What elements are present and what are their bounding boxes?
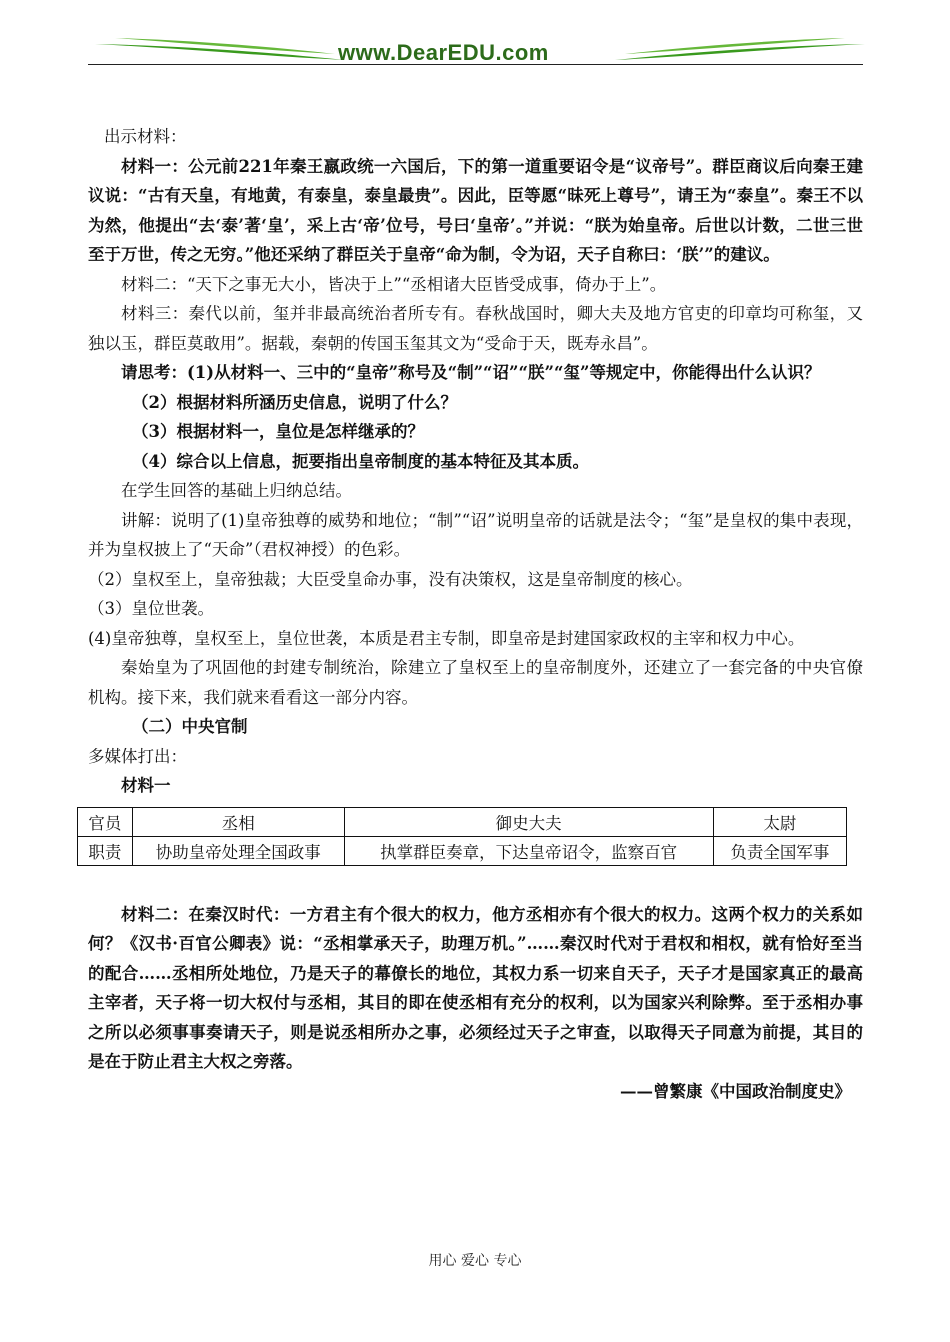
question-one: 请思考：(1)从材料一、三中的“皇帝”称号及“制”“诏”“朕”“玺”等规定中，你能得出什么认识？ [121, 363, 821, 382]
table-cell: 太尉 [713, 807, 846, 836]
summary-line: 在学生回答的基础上归纳总结。 [121, 481, 352, 500]
table-row [78, 836, 847, 865]
officials-table [77, 807, 847, 866]
table-cell: 职责 [78, 836, 133, 865]
material-two: 材料二：“天下之事无大小，皆决于上”“丞相诸大臣皆受成事，倚办于上”。 [121, 274, 667, 294]
multimedia-line: 多媒体打出： [88, 746, 187, 766]
material-two-quote: 材料二：在秦汉时代：一方君主有个很大的权力，他方丞相亦有个很大的权力。这两个权力的关系如何？《汉书·百官公卿表》说：“丞相掌承天子，助理万机。”……秦汉时代对于君权和相权，就有恰好至当的配合……丞相所处地位，乃是天子的幕僚长的地位，其权力系一切来自天子，天子才是国家真正的最高主宰者，天子将一切大权付与丞相，其目的即在使丞相有充分的权利，以为国家兴利除弊。至于丞相办事之所以必须事事奏请天子，则是说丞相所办之事，必须经过天子之审查，以取得天子同意为前提，其目的是在于防止君主大权之旁落。 [88, 904, 863, 1071]
answer-three: （3）皇位世袭。 [88, 599, 214, 618]
material-three: 材料三：秦代以前，玺并非最高统治者所专有。春秋战国时，卿大夫及地方官吏的印章均可称玺，又独以玉，群臣莫敢用”。据载，秦朝的传国玉玺其文为“受命于天，既寿永昌”。 [88, 304, 863, 353]
intro-line: 出示材料： [104, 127, 187, 146]
question-four: （4）综合以上信息，扼要指出皇帝制度的基本特征及其本质。 [132, 451, 589, 471]
page-footer: 用心 爱心 专心 [428, 1253, 522, 1269]
transition-paragraph: 秦始皇为了巩固他的封建专制统治，除建立了皇权至上的皇帝制度外，还建立了一套完备的中央官僚机构。接下来，我们就来看看这一部分内容。 [88, 658, 863, 707]
table-cell: 官员 [78, 807, 133, 836]
quote-signature: ——曾繁康《中国政治制度史》 [620, 1081, 851, 1101]
answer-two: （2）皇权至上，皇帝独裁；大臣受皇命办事，没有决策权，这是皇帝制度的核心。 [88, 569, 693, 589]
question-two: （2）根据材料所涵历史信息，说明了什么？ [132, 392, 457, 412]
table-row [78, 807, 847, 836]
question-three: （3）根据材料一，皇位是怎样继承的？ [132, 422, 424, 441]
table-title: 材料一 [121, 776, 171, 795]
table-cell: 协助皇帝处理全国政事 [132, 836, 344, 865]
table-cell: 御史大夫 [344, 807, 713, 836]
material-one: 材料一：公元前221年秦王嬴政统一六国后，下的第一道重要诏令是“议帝号”。群臣商议后向秦王建议说：“古有天皇，有地黄，有泰皇，泰皇最贵”。因此，臣等愿“昧死上尊号”，请王为“泰皇”。秦王不以为然，他提出“去‘泰’著‘皇’，采上古‘帝’位号，号曰‘皇帝’。”并说：“朕为始皇帝。后世以计数，二世三世至于万世，传之无穷。”他还采纳了群臣关于皇帝“命为制，令为诏，天子自称曰：‘朕’”的建议。 [88, 156, 863, 264]
table-cell: 丞相 [132, 807, 344, 836]
section-heading: （二）中央官制 [132, 717, 248, 736]
document-body [88, 122, 863, 1106]
answer-four: (4)皇帝独尊，皇权至上，皇位世袭，本质是君主专制，即皇帝是封建国家政权的主宰和权力中心。 [88, 628, 805, 648]
spacer [88, 866, 863, 900]
explanation: 讲解：说明了(1)皇帝独尊的威势和地位；“制”“诏”说明皇帝的话就是法令；“玺”是皇权的集中表现，并为皇权披上了“天命”（君权神授）的色彩。 [88, 510, 863, 559]
table-cell: 执掌群臣奏章，下达皇帝诏令，监察百官 [344, 836, 713, 865]
site-logo-text: www.DearEDU.com [338, 40, 549, 65]
header-divider [88, 64, 863, 65]
table-cell: 负责全国军事 [713, 836, 846, 865]
